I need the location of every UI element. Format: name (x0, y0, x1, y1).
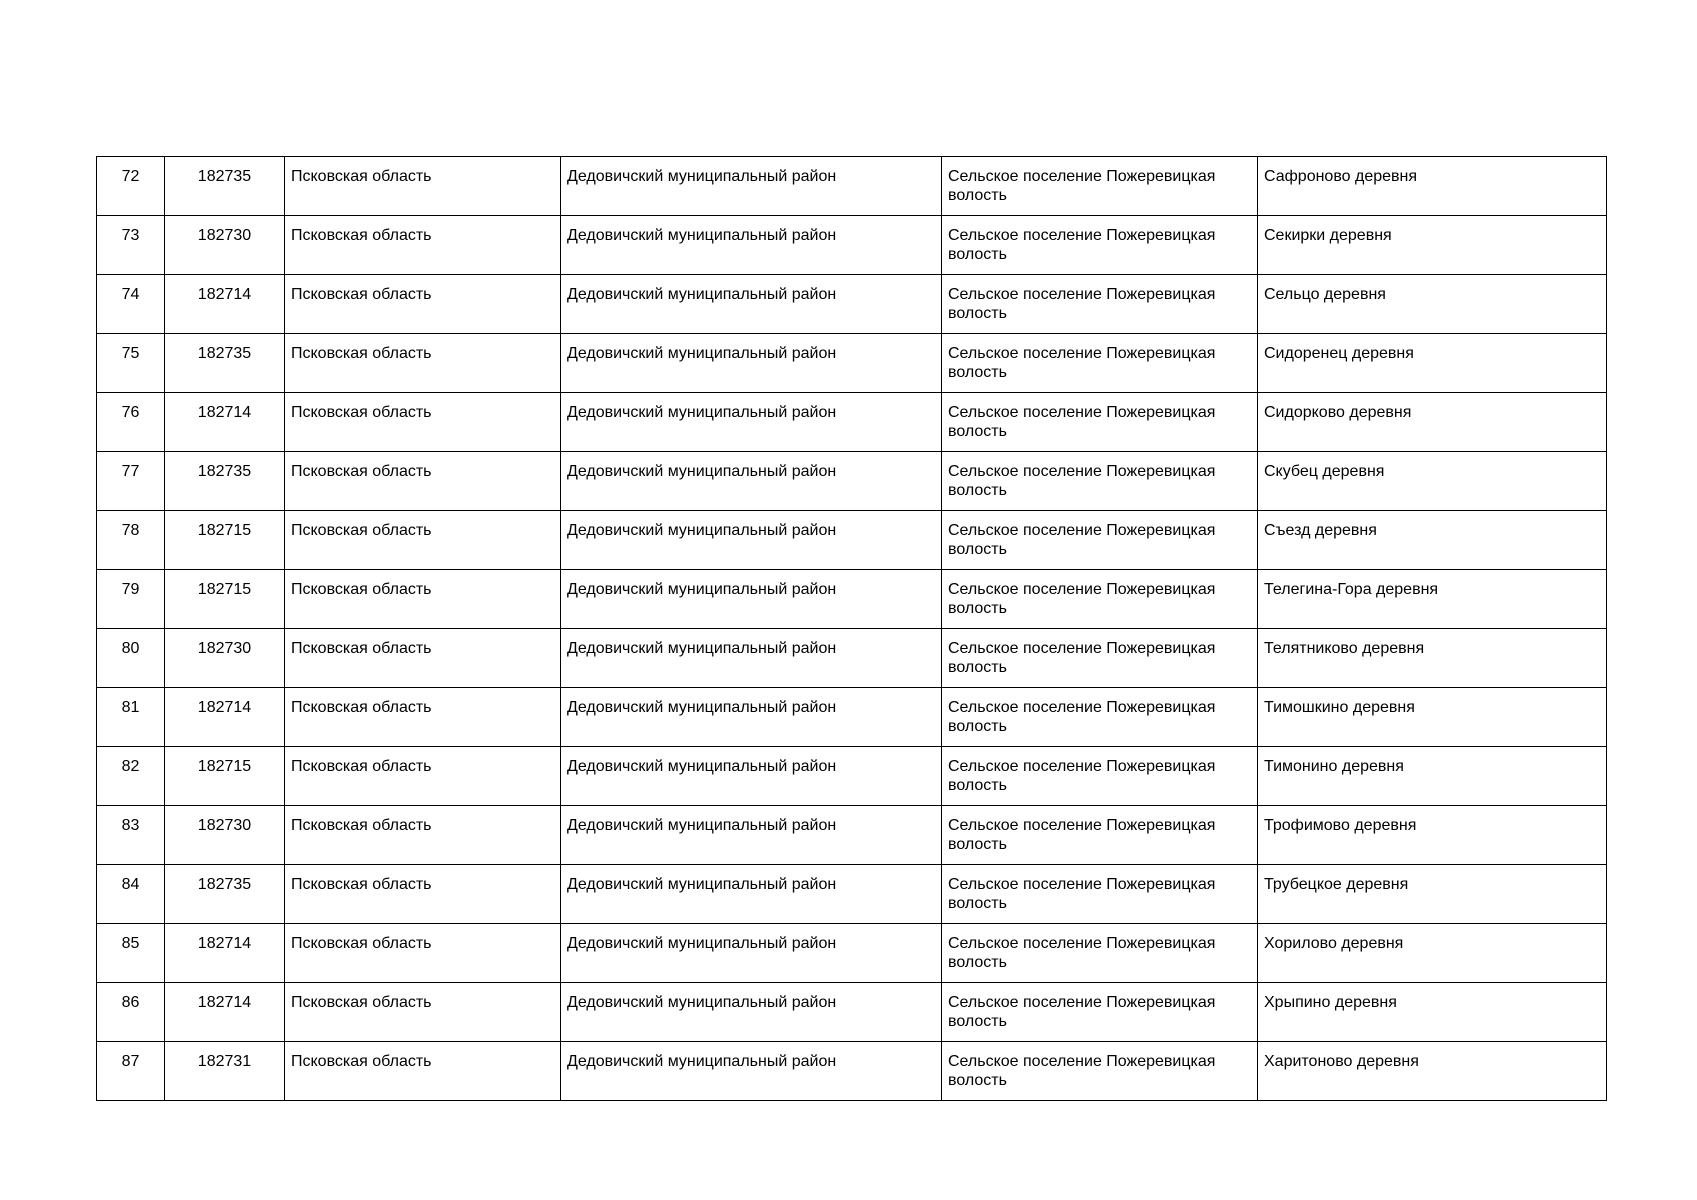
table-row (97, 1042, 1607, 1101)
row-number-cell: 85 (97, 924, 165, 983)
row-number-cell: 84 (97, 865, 165, 924)
postal-index-cell: 182735 (165, 334, 285, 393)
row-number-cell: 86 (97, 983, 165, 1042)
locality-cell: Тимошкино деревня (1258, 688, 1607, 747)
district-cell: Дедовичский муниципальный район (561, 924, 942, 983)
district-cell: Дедовичский муниципальный район (561, 275, 942, 334)
settlement-cell: Сельское поселение Пожеревицкая волость (942, 1042, 1258, 1101)
district-cell: Дедовичский муниципальный район (561, 688, 942, 747)
row-number-cell: 72 (97, 157, 165, 216)
table-body (97, 157, 1607, 1101)
district-cell: Дедовичский муниципальный район (561, 629, 942, 688)
locality-cell: Харитоново деревня (1258, 1042, 1607, 1101)
settlement-cell: Сельское поселение Пожеревицкая волость (942, 747, 1258, 806)
settlement-cell: Сельское поселение Пожеревицкая волость (942, 452, 1258, 511)
table-row (97, 452, 1607, 511)
postal-index-cell: 182714 (165, 688, 285, 747)
settlement-cell: Сельское поселение Пожеревицкая волость (942, 570, 1258, 629)
district-cell: Дедовичский муниципальный район (561, 216, 942, 275)
locality-cell: Телегина-Гора деревня (1258, 570, 1607, 629)
locality-cell: Телятниково деревня (1258, 629, 1607, 688)
table-row (97, 629, 1607, 688)
locality-cell: Трофимово деревня (1258, 806, 1607, 865)
postal-index-cell: 182714 (165, 983, 285, 1042)
postal-index-cell: 182715 (165, 511, 285, 570)
region-cell: Псковская область (285, 688, 561, 747)
table-row (97, 216, 1607, 275)
region-cell: Псковская область (285, 511, 561, 570)
postal-index-cell: 182714 (165, 924, 285, 983)
region-cell: Псковская область (285, 747, 561, 806)
locality-cell: Трубецкое деревня (1258, 865, 1607, 924)
district-cell: Дедовичский муниципальный район (561, 1042, 942, 1101)
district-cell: Дедовичский муниципальный район (561, 157, 942, 216)
region-cell: Псковская область (285, 393, 561, 452)
region-cell: Псковская область (285, 1042, 561, 1101)
table-row (97, 688, 1607, 747)
locality-cell: Хрыпино деревня (1258, 983, 1607, 1042)
row-number-cell: 78 (97, 511, 165, 570)
settlement-cell: Сельское поселение Пожеревицкая волость (942, 688, 1258, 747)
region-cell: Псковская область (285, 983, 561, 1042)
district-cell: Дедовичский муниципальный район (561, 334, 942, 393)
settlement-cell: Сельское поселение Пожеревицкая волость (942, 865, 1258, 924)
row-number-cell: 82 (97, 747, 165, 806)
postal-index-cell: 182715 (165, 747, 285, 806)
row-number-cell: 80 (97, 629, 165, 688)
postal-index-cell: 182730 (165, 216, 285, 275)
district-cell: Дедовичский муниципальный район (561, 865, 942, 924)
region-cell: Псковская область (285, 452, 561, 511)
postal-index-cell: 182735 (165, 865, 285, 924)
row-number-cell: 87 (97, 1042, 165, 1101)
postal-index-cell: 182735 (165, 452, 285, 511)
settlement-cell: Сельское поселение Пожеревицкая волость (942, 511, 1258, 570)
region-cell: Псковская область (285, 334, 561, 393)
postal-index-cell: 182731 (165, 1042, 285, 1101)
row-number-cell: 73 (97, 216, 165, 275)
row-number-cell: 75 (97, 334, 165, 393)
table-row (97, 275, 1607, 334)
locality-cell: Сафроново деревня (1258, 157, 1607, 216)
table-row (97, 157, 1607, 216)
row-number-cell: 83 (97, 806, 165, 865)
table-row (97, 983, 1607, 1042)
locality-cell: Тимонино деревня (1258, 747, 1607, 806)
locality-cell: Сидорково деревня (1258, 393, 1607, 452)
district-cell: Дедовичский муниципальный район (561, 511, 942, 570)
district-cell: Дедовичский муниципальный район (561, 747, 942, 806)
district-cell: Дедовичский муниципальный район (561, 806, 942, 865)
table-row (97, 747, 1607, 806)
postal-index-cell: 182714 (165, 393, 285, 452)
row-number-cell: 81 (97, 688, 165, 747)
region-cell: Псковская область (285, 157, 561, 216)
locality-cell: Секирки деревня (1258, 216, 1607, 275)
district-cell: Дедовичский муниципальный район (561, 570, 942, 629)
settlement-cell: Сельское поселение Пожеревицкая волость (942, 334, 1258, 393)
locality-cell: Скубец деревня (1258, 452, 1607, 511)
settlement-cell: Сельское поселение Пожеревицкая волость (942, 924, 1258, 983)
settlement-cell: Сельское поселение Пожеревицкая волость (942, 275, 1258, 334)
table-row (97, 865, 1607, 924)
settlement-cell: Сельское поселение Пожеревицкая волость (942, 983, 1258, 1042)
table-row (97, 924, 1607, 983)
row-number-cell: 76 (97, 393, 165, 452)
settlement-cell: Сельское поселение Пожеревицкая волость (942, 806, 1258, 865)
postal-index-cell: 182730 (165, 806, 285, 865)
postal-index-cell: 182715 (165, 570, 285, 629)
settlement-cell: Сельское поселение Пожеревицкая волость (942, 157, 1258, 216)
settlement-cell: Сельское поселение Пожеревицкая волость (942, 629, 1258, 688)
locality-cell: Хорилово деревня (1258, 924, 1607, 983)
district-cell: Дедовичский муниципальный район (561, 983, 942, 1042)
row-number-cell: 74 (97, 275, 165, 334)
table-row (97, 334, 1607, 393)
region-cell: Псковская область (285, 629, 561, 688)
district-cell: Дедовичский муниципальный район (561, 393, 942, 452)
postal-index-cell: 182730 (165, 629, 285, 688)
region-cell: Псковская область (285, 216, 561, 275)
settlement-cell: Сельское поселение Пожеревицкая волость (942, 216, 1258, 275)
postal-index-cell: 182735 (165, 157, 285, 216)
row-number-cell: 77 (97, 452, 165, 511)
postal-index-cell: 182714 (165, 275, 285, 334)
region-cell: Псковская область (285, 806, 561, 865)
row-number-cell: 79 (97, 570, 165, 629)
region-cell: Псковская область (285, 924, 561, 983)
region-cell: Псковская область (285, 570, 561, 629)
region-cell: Псковская область (285, 275, 561, 334)
settlements-table (96, 156, 1607, 1101)
region-cell: Псковская область (285, 865, 561, 924)
district-cell: Дедовичский муниципальный район (561, 452, 942, 511)
table-row (97, 806, 1607, 865)
locality-cell: Съезд деревня (1258, 511, 1607, 570)
table-row (97, 511, 1607, 570)
table-row (97, 393, 1607, 452)
settlement-cell: Сельское поселение Пожеревицкая волость (942, 393, 1258, 452)
table-row (97, 570, 1607, 629)
locality-cell: Сидоренец деревня (1258, 334, 1607, 393)
locality-cell: Сельцо деревня (1258, 275, 1607, 334)
